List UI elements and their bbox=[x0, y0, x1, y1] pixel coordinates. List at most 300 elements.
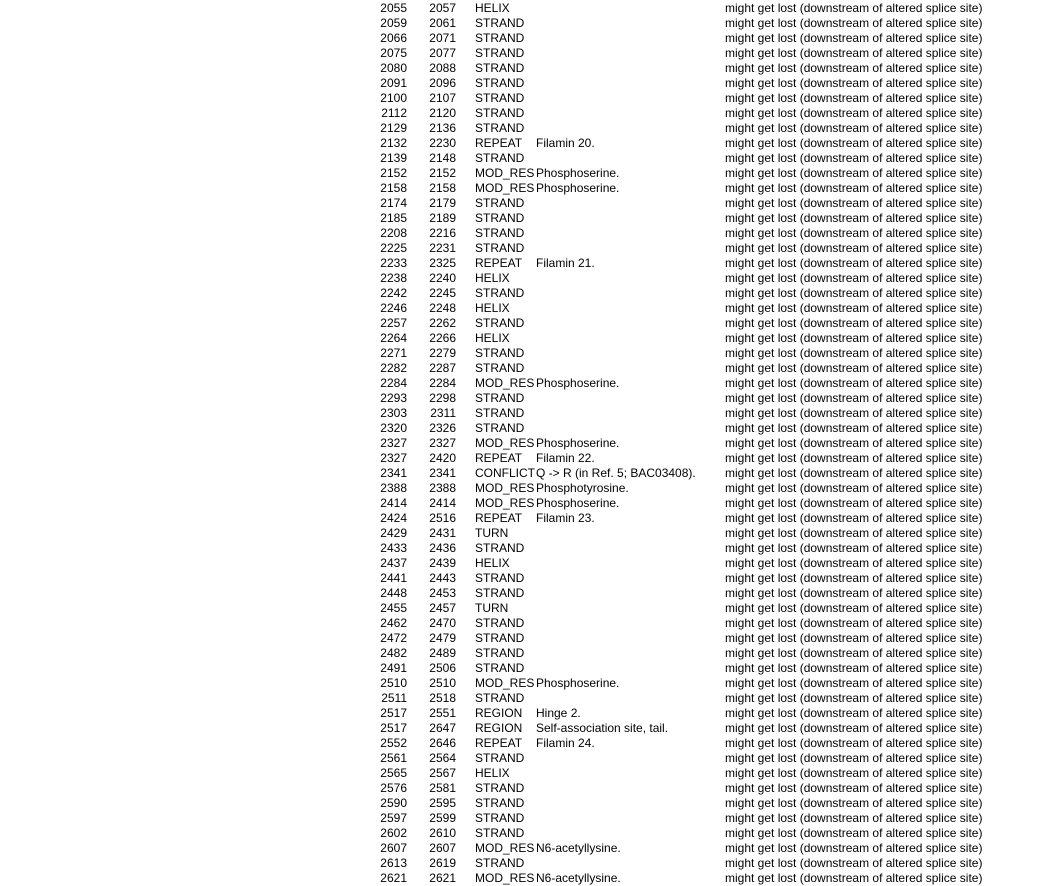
feature-effect: might get lost (downstream of altered splice site) bbox=[725, 736, 983, 750]
column-spacer bbox=[407, 241, 429, 256]
feature-end: 2647 bbox=[429, 721, 456, 735]
feature-type: STRAND bbox=[475, 211, 525, 225]
feature-description: Q -> R (in Ref. 5; BAC03408). bbox=[536, 466, 696, 480]
feature-start: 2327 bbox=[380, 451, 407, 465]
feature-end: 2279 bbox=[429, 346, 456, 360]
feature-start: 2607 bbox=[380, 841, 407, 855]
feature-end: 2327 bbox=[429, 436, 456, 450]
feature-effect: might get lost (downstream of altered splice site) bbox=[725, 1, 983, 15]
feature-end: 2179 bbox=[429, 196, 456, 210]
feature-end: 2107 bbox=[429, 91, 456, 105]
column-spacer bbox=[407, 481, 429, 496]
feature-start: 2132 bbox=[380, 136, 407, 150]
column-spacer bbox=[407, 1, 429, 16]
feature-effect: might get lost (downstream of altered splice site) bbox=[725, 241, 983, 255]
feature-end: 2431 bbox=[429, 526, 456, 540]
column-spacer bbox=[407, 841, 429, 856]
feature-start: 2129 bbox=[380, 121, 407, 135]
column-spacer bbox=[407, 871, 429, 886]
feature-type: STRAND bbox=[475, 316, 525, 330]
feature-type: STRAND bbox=[475, 811, 525, 825]
feature-end: 2230 bbox=[429, 136, 456, 150]
feature-effect: might get lost (downstream of altered splice site) bbox=[725, 196, 983, 210]
feature-effect: might get lost (downstream of altered splice site) bbox=[725, 541, 983, 555]
feature-type: STRAND bbox=[475, 421, 525, 435]
column-spacer bbox=[456, 781, 475, 796]
column-spacer bbox=[456, 766, 475, 781]
feature-end: 2152 bbox=[429, 166, 456, 180]
column-spacer bbox=[407, 151, 429, 166]
table-row bbox=[373, 1, 982, 16]
feature-start: 2174 bbox=[380, 196, 407, 210]
column-spacer bbox=[456, 541, 475, 556]
table-row bbox=[373, 481, 982, 496]
feature-type: STRAND bbox=[475, 616, 525, 630]
column-spacer bbox=[456, 211, 475, 226]
features-table-body bbox=[373, 1, 982, 886]
feature-type: STRAND bbox=[475, 121, 525, 135]
feature-end: 2470 bbox=[429, 616, 456, 630]
feature-end: 2510 bbox=[429, 676, 456, 690]
feature-type: MOD_RES bbox=[475, 496, 535, 510]
feature-effect: might get lost (downstream of altered splice site) bbox=[725, 691, 983, 705]
feature-effect: might get lost (downstream of altered splice site) bbox=[725, 586, 983, 600]
table-row bbox=[373, 151, 982, 166]
column-spacer bbox=[456, 646, 475, 661]
feature-end: 2216 bbox=[429, 226, 456, 240]
feature-type: REGION bbox=[475, 706, 523, 720]
feature-start: 2100 bbox=[380, 91, 407, 105]
feature-description: Phosphoserine. bbox=[536, 376, 620, 390]
feature-start: 2271 bbox=[380, 346, 407, 360]
feature-start: 2208 bbox=[380, 226, 407, 240]
table-row bbox=[373, 526, 982, 541]
feature-end: 2564 bbox=[429, 751, 456, 765]
features-table bbox=[373, 1, 982, 886]
column-spacer bbox=[456, 601, 475, 616]
column-spacer bbox=[407, 286, 429, 301]
feature-type: STRAND bbox=[475, 346, 525, 360]
column-spacer bbox=[407, 361, 429, 376]
column-spacer bbox=[456, 331, 475, 346]
column-spacer bbox=[456, 241, 475, 256]
feature-description: Filamin 24. bbox=[536, 736, 595, 750]
feature-effect: might get lost (downstream of altered splice site) bbox=[725, 481, 983, 495]
feature-start: 2246 bbox=[380, 301, 407, 315]
column-spacer bbox=[456, 556, 475, 571]
column-spacer bbox=[456, 271, 475, 286]
column-spacer bbox=[407, 451, 429, 466]
feature-effect: might get lost (downstream of altered splice site) bbox=[725, 226, 983, 240]
column-spacer bbox=[456, 736, 475, 751]
table-row bbox=[373, 316, 982, 331]
feature-description: Phosphoserine. bbox=[536, 436, 620, 450]
column-spacer bbox=[407, 91, 429, 106]
feature-start: 2552 bbox=[380, 736, 407, 750]
feature-start: 2341 bbox=[380, 466, 407, 480]
feature-end: 2231 bbox=[429, 241, 456, 255]
feature-description: Phosphoserine. bbox=[536, 676, 620, 690]
table-row bbox=[373, 751, 982, 766]
feature-start: 2561 bbox=[380, 751, 407, 765]
feature-start: 2437 bbox=[380, 556, 407, 570]
column-spacer bbox=[407, 136, 429, 151]
column-spacer bbox=[407, 601, 429, 616]
table-row bbox=[373, 496, 982, 511]
column-spacer bbox=[456, 661, 475, 676]
feature-description: Phosphoserine. bbox=[536, 181, 620, 195]
feature-effect: might get lost (downstream of altered splice site) bbox=[725, 421, 983, 435]
feature-effect: might get lost (downstream of altered splice site) bbox=[725, 706, 983, 720]
feature-effect: might get lost (downstream of altered splice site) bbox=[725, 121, 983, 135]
table-row bbox=[373, 331, 982, 346]
feature-effect: might get lost (downstream of altered splice site) bbox=[725, 466, 983, 480]
feature-end: 2581 bbox=[429, 781, 456, 795]
feature-start: 2424 bbox=[380, 511, 407, 525]
feature-start: 2448 bbox=[380, 586, 407, 600]
feature-effect: might get lost (downstream of altered splice site) bbox=[725, 166, 983, 180]
table-row bbox=[373, 181, 982, 196]
table-row bbox=[373, 451, 982, 466]
column-spacer bbox=[456, 436, 475, 451]
table-row bbox=[373, 376, 982, 391]
table-row bbox=[373, 361, 982, 376]
feature-start: 2462 bbox=[380, 616, 407, 630]
table-row bbox=[373, 661, 982, 676]
feature-type: STRAND bbox=[475, 646, 525, 660]
column-spacer bbox=[456, 796, 475, 811]
feature-description: Phosphoserine. bbox=[536, 496, 620, 510]
feature-type: STRAND bbox=[475, 631, 525, 645]
table-row bbox=[373, 436, 982, 451]
table-row bbox=[373, 301, 982, 316]
feature-start: 2152 bbox=[380, 166, 407, 180]
feature-effect: might get lost (downstream of altered splice site) bbox=[725, 406, 983, 420]
feature-description: N6-acetyllysine. bbox=[536, 841, 621, 855]
feature-effect: might get lost (downstream of altered splice site) bbox=[725, 376, 983, 390]
feature-start: 2158 bbox=[380, 181, 407, 195]
feature-description bbox=[536, 556, 724, 571]
table-row bbox=[373, 226, 982, 241]
column-spacer bbox=[407, 706, 429, 721]
column-spacer bbox=[407, 376, 429, 391]
feature-start: 2429 bbox=[380, 526, 407, 540]
column-spacer bbox=[456, 871, 475, 886]
column-spacer bbox=[407, 676, 429, 691]
table-row bbox=[373, 61, 982, 76]
feature-effect: might get lost (downstream of altered splice site) bbox=[725, 106, 983, 120]
table-row bbox=[373, 541, 982, 556]
feature-type: STRAND bbox=[475, 196, 525, 210]
table-row bbox=[373, 166, 982, 181]
feature-end: 2325 bbox=[429, 256, 456, 270]
feature-type: STRAND bbox=[475, 691, 525, 705]
feature-type: MOD_RES bbox=[475, 481, 535, 495]
feature-end: 2489 bbox=[429, 646, 456, 660]
feature-end: 2136 bbox=[429, 121, 456, 135]
table-row bbox=[373, 811, 982, 826]
feature-end: 2551 bbox=[429, 706, 456, 720]
column-spacer bbox=[407, 121, 429, 136]
feature-effect: might get lost (downstream of altered splice site) bbox=[725, 136, 983, 150]
feature-type: STRAND bbox=[475, 16, 525, 30]
table-row bbox=[373, 646, 982, 661]
feature-type: STRAND bbox=[475, 91, 525, 105]
feature-description bbox=[536, 31, 724, 46]
column-spacer bbox=[407, 76, 429, 91]
feature-type: MOD_RES bbox=[475, 166, 535, 180]
feature-start: 2112 bbox=[381, 106, 407, 120]
column-spacer bbox=[456, 286, 475, 301]
column-spacer bbox=[407, 526, 429, 541]
feature-description bbox=[536, 331, 724, 346]
feature-start: 2482 bbox=[380, 646, 407, 660]
feature-type: STRAND bbox=[475, 286, 525, 300]
feature-type: STRAND bbox=[475, 391, 525, 405]
column-spacer bbox=[407, 331, 429, 346]
feature-effect: might get lost (downstream of altered splice site) bbox=[725, 526, 983, 540]
table-row bbox=[373, 601, 982, 616]
feature-effect: might get lost (downstream of altered splice site) bbox=[725, 721, 983, 735]
feature-start: 2264 bbox=[380, 331, 407, 345]
column-spacer bbox=[407, 691, 429, 706]
feature-type: STRAND bbox=[475, 241, 525, 255]
feature-end: 2326 bbox=[429, 421, 456, 435]
feature-effect: might get lost (downstream of altered splice site) bbox=[725, 856, 983, 870]
feature-start: 2059 bbox=[380, 16, 407, 30]
column-spacer bbox=[456, 166, 475, 181]
feature-type: STRAND bbox=[475, 61, 525, 75]
feature-description bbox=[536, 421, 724, 436]
table-row bbox=[373, 16, 982, 31]
table-row bbox=[373, 616, 982, 631]
column-spacer bbox=[407, 31, 429, 46]
column-spacer bbox=[456, 526, 475, 541]
column-spacer bbox=[407, 571, 429, 586]
feature-end: 2436 bbox=[429, 541, 456, 555]
feature-start: 2139 bbox=[380, 151, 407, 165]
feature-effect: might get lost (downstream of altered splice site) bbox=[725, 871, 983, 885]
feature-start: 2080 bbox=[380, 61, 407, 75]
feature-effect: might get lost (downstream of altered splice site) bbox=[725, 646, 983, 660]
feature-end: 2599 bbox=[429, 811, 456, 825]
column-spacer bbox=[456, 466, 475, 481]
column-spacer bbox=[456, 691, 475, 706]
feature-effect: might get lost (downstream of altered splice site) bbox=[725, 631, 983, 645]
column-spacer bbox=[407, 496, 429, 511]
feature-type: STRAND bbox=[475, 361, 525, 375]
feature-type: MOD_RES bbox=[475, 436, 535, 450]
feature-end: 2414 bbox=[429, 496, 456, 510]
feature-end: 2266 bbox=[429, 331, 456, 345]
feature-end: 2148 bbox=[429, 151, 456, 165]
feature-end: 2420 bbox=[429, 451, 456, 465]
feature-type: STRAND bbox=[475, 226, 525, 240]
feature-effect: might get lost (downstream of altered splice site) bbox=[725, 811, 983, 825]
column-spacer bbox=[456, 106, 475, 121]
feature-description bbox=[536, 241, 724, 256]
feature-effect: might get lost (downstream of altered splice site) bbox=[725, 61, 983, 75]
column-spacer bbox=[407, 166, 429, 181]
feature-effect: might get lost (downstream of altered splice site) bbox=[725, 826, 983, 840]
feature-type: STRAND bbox=[475, 661, 525, 675]
feature-type: STRAND bbox=[475, 106, 525, 120]
feature-end: 2240 bbox=[429, 271, 456, 285]
feature-end: 2516 bbox=[429, 511, 456, 525]
feature-description: Hinge 2. bbox=[536, 706, 581, 720]
feature-description bbox=[536, 121, 724, 136]
column-spacer bbox=[407, 316, 429, 331]
feature-start: 2242 bbox=[380, 286, 407, 300]
feature-description bbox=[536, 406, 724, 421]
column-spacer bbox=[407, 391, 429, 406]
feature-end: 2311 bbox=[430, 406, 456, 420]
feature-start: 2293 bbox=[380, 391, 407, 405]
column-spacer bbox=[456, 841, 475, 856]
table-row bbox=[373, 676, 982, 691]
feature-end: 2088 bbox=[429, 61, 456, 75]
feature-description bbox=[536, 616, 724, 631]
column-spacer bbox=[407, 556, 429, 571]
feature-type: REPEAT bbox=[475, 136, 523, 150]
table-row bbox=[373, 406, 982, 421]
table-row bbox=[373, 271, 982, 286]
feature-description bbox=[536, 661, 724, 676]
feature-effect: might get lost (downstream of altered splice site) bbox=[725, 151, 983, 165]
feature-end: 2518 bbox=[429, 691, 456, 705]
feature-description bbox=[536, 781, 724, 796]
feature-end: 2439 bbox=[429, 556, 456, 570]
feature-effect: might get lost (downstream of altered splice site) bbox=[725, 766, 983, 780]
column-spacer bbox=[456, 91, 475, 106]
feature-start: 2602 bbox=[380, 826, 407, 840]
feature-effect: might get lost (downstream of altered splice site) bbox=[725, 496, 983, 510]
feature-description bbox=[536, 16, 724, 31]
table-row bbox=[373, 691, 982, 706]
feature-type: TURN bbox=[475, 526, 509, 540]
feature-start: 2517 bbox=[380, 706, 407, 720]
feature-effect: might get lost (downstream of altered splice site) bbox=[725, 676, 983, 690]
column-spacer bbox=[456, 811, 475, 826]
feature-start: 2511 bbox=[381, 691, 407, 705]
feature-effect: might get lost (downstream of altered splice site) bbox=[725, 841, 983, 855]
feature-effect: might get lost (downstream of altered splice site) bbox=[725, 181, 983, 195]
table-row bbox=[373, 256, 982, 271]
feature-effect: might get lost (downstream of altered splice site) bbox=[725, 436, 983, 450]
column-spacer bbox=[456, 121, 475, 136]
feature-description bbox=[536, 601, 724, 616]
feature-type: REPEAT bbox=[475, 511, 523, 525]
feature-description bbox=[536, 301, 724, 316]
column-spacer bbox=[407, 106, 429, 121]
feature-end: 2506 bbox=[429, 661, 456, 675]
column-spacer bbox=[407, 181, 429, 196]
table-row bbox=[373, 466, 982, 481]
feature-end: 2248 bbox=[429, 301, 456, 315]
feature-description bbox=[536, 826, 724, 841]
feature-effect: might get lost (downstream of altered splice site) bbox=[725, 796, 983, 810]
feature-description bbox=[536, 811, 724, 826]
feature-description bbox=[536, 271, 724, 286]
feature-end: 2453 bbox=[429, 586, 456, 600]
feature-type: CONFLICT bbox=[475, 466, 535, 480]
column-spacer bbox=[456, 316, 475, 331]
feature-end: 2077 bbox=[429, 46, 456, 60]
table-row bbox=[373, 31, 982, 46]
feature-effect: might get lost (downstream of altered splice site) bbox=[725, 571, 983, 585]
table-row bbox=[373, 736, 982, 751]
column-spacer bbox=[407, 856, 429, 871]
feature-start: 2613 bbox=[380, 856, 407, 870]
column-spacer bbox=[407, 781, 429, 796]
feature-end: 2061 bbox=[429, 16, 456, 30]
column-spacer bbox=[456, 181, 475, 196]
feature-start: 2455 bbox=[380, 601, 407, 615]
column-spacer bbox=[407, 256, 429, 271]
column-spacer bbox=[407, 586, 429, 601]
feature-start: 2066 bbox=[380, 31, 407, 45]
feature-start: 2414 bbox=[380, 496, 407, 510]
feature-end: 2057 bbox=[429, 1, 456, 15]
feature-start: 2091 bbox=[380, 76, 407, 90]
feature-start: 2233 bbox=[380, 256, 407, 270]
feature-effect: might get lost (downstream of altered splice site) bbox=[725, 286, 983, 300]
feature-start: 2282 bbox=[380, 361, 407, 375]
table-row bbox=[373, 571, 982, 586]
column-spacer bbox=[456, 376, 475, 391]
feature-description bbox=[536, 571, 724, 586]
feature-end: 2189 bbox=[429, 211, 456, 225]
feature-end: 2245 bbox=[429, 286, 456, 300]
feature-effect: might get lost (downstream of altered splice site) bbox=[725, 31, 983, 45]
feature-end: 2071 bbox=[429, 31, 456, 45]
feature-description bbox=[536, 691, 724, 706]
feature-effect: might get lost (downstream of altered splice site) bbox=[725, 316, 983, 330]
feature-description bbox=[536, 766, 724, 781]
feature-type: STRAND bbox=[475, 826, 525, 840]
feature-start: 2327 bbox=[380, 436, 407, 450]
column-spacer bbox=[456, 826, 475, 841]
feature-type: STRAND bbox=[475, 586, 525, 600]
feature-type: HELIX bbox=[475, 331, 510, 345]
feature-start: 2590 bbox=[380, 796, 407, 810]
feature-type: STRAND bbox=[475, 796, 525, 810]
feature-description: Filamin 23. bbox=[536, 511, 595, 525]
table-row bbox=[373, 91, 982, 106]
feature-effect: might get lost (downstream of altered splice site) bbox=[725, 601, 983, 615]
feature-end: 2262 bbox=[429, 316, 456, 330]
feature-end: 2457 bbox=[429, 601, 456, 615]
column-spacer bbox=[407, 211, 429, 226]
feature-effect: might get lost (downstream of altered splice site) bbox=[725, 781, 983, 795]
feature-description bbox=[536, 631, 724, 646]
feature-description: Phosphotyrosine. bbox=[536, 481, 629, 495]
feature-start: 2472 bbox=[380, 631, 407, 645]
feature-end: 2284 bbox=[429, 376, 456, 390]
table-row bbox=[373, 46, 982, 61]
column-spacer bbox=[456, 256, 475, 271]
feature-start: 2238 bbox=[380, 271, 407, 285]
feature-end: 2388 bbox=[429, 481, 456, 495]
column-spacer bbox=[456, 196, 475, 211]
feature-effect: might get lost (downstream of altered splice site) bbox=[725, 211, 983, 225]
column-spacer bbox=[456, 451, 475, 466]
column-spacer bbox=[456, 46, 475, 61]
table-row bbox=[373, 76, 982, 91]
feature-type: STRAND bbox=[475, 751, 525, 765]
feature-type: STRAND bbox=[475, 46, 525, 60]
column-spacer bbox=[456, 391, 475, 406]
